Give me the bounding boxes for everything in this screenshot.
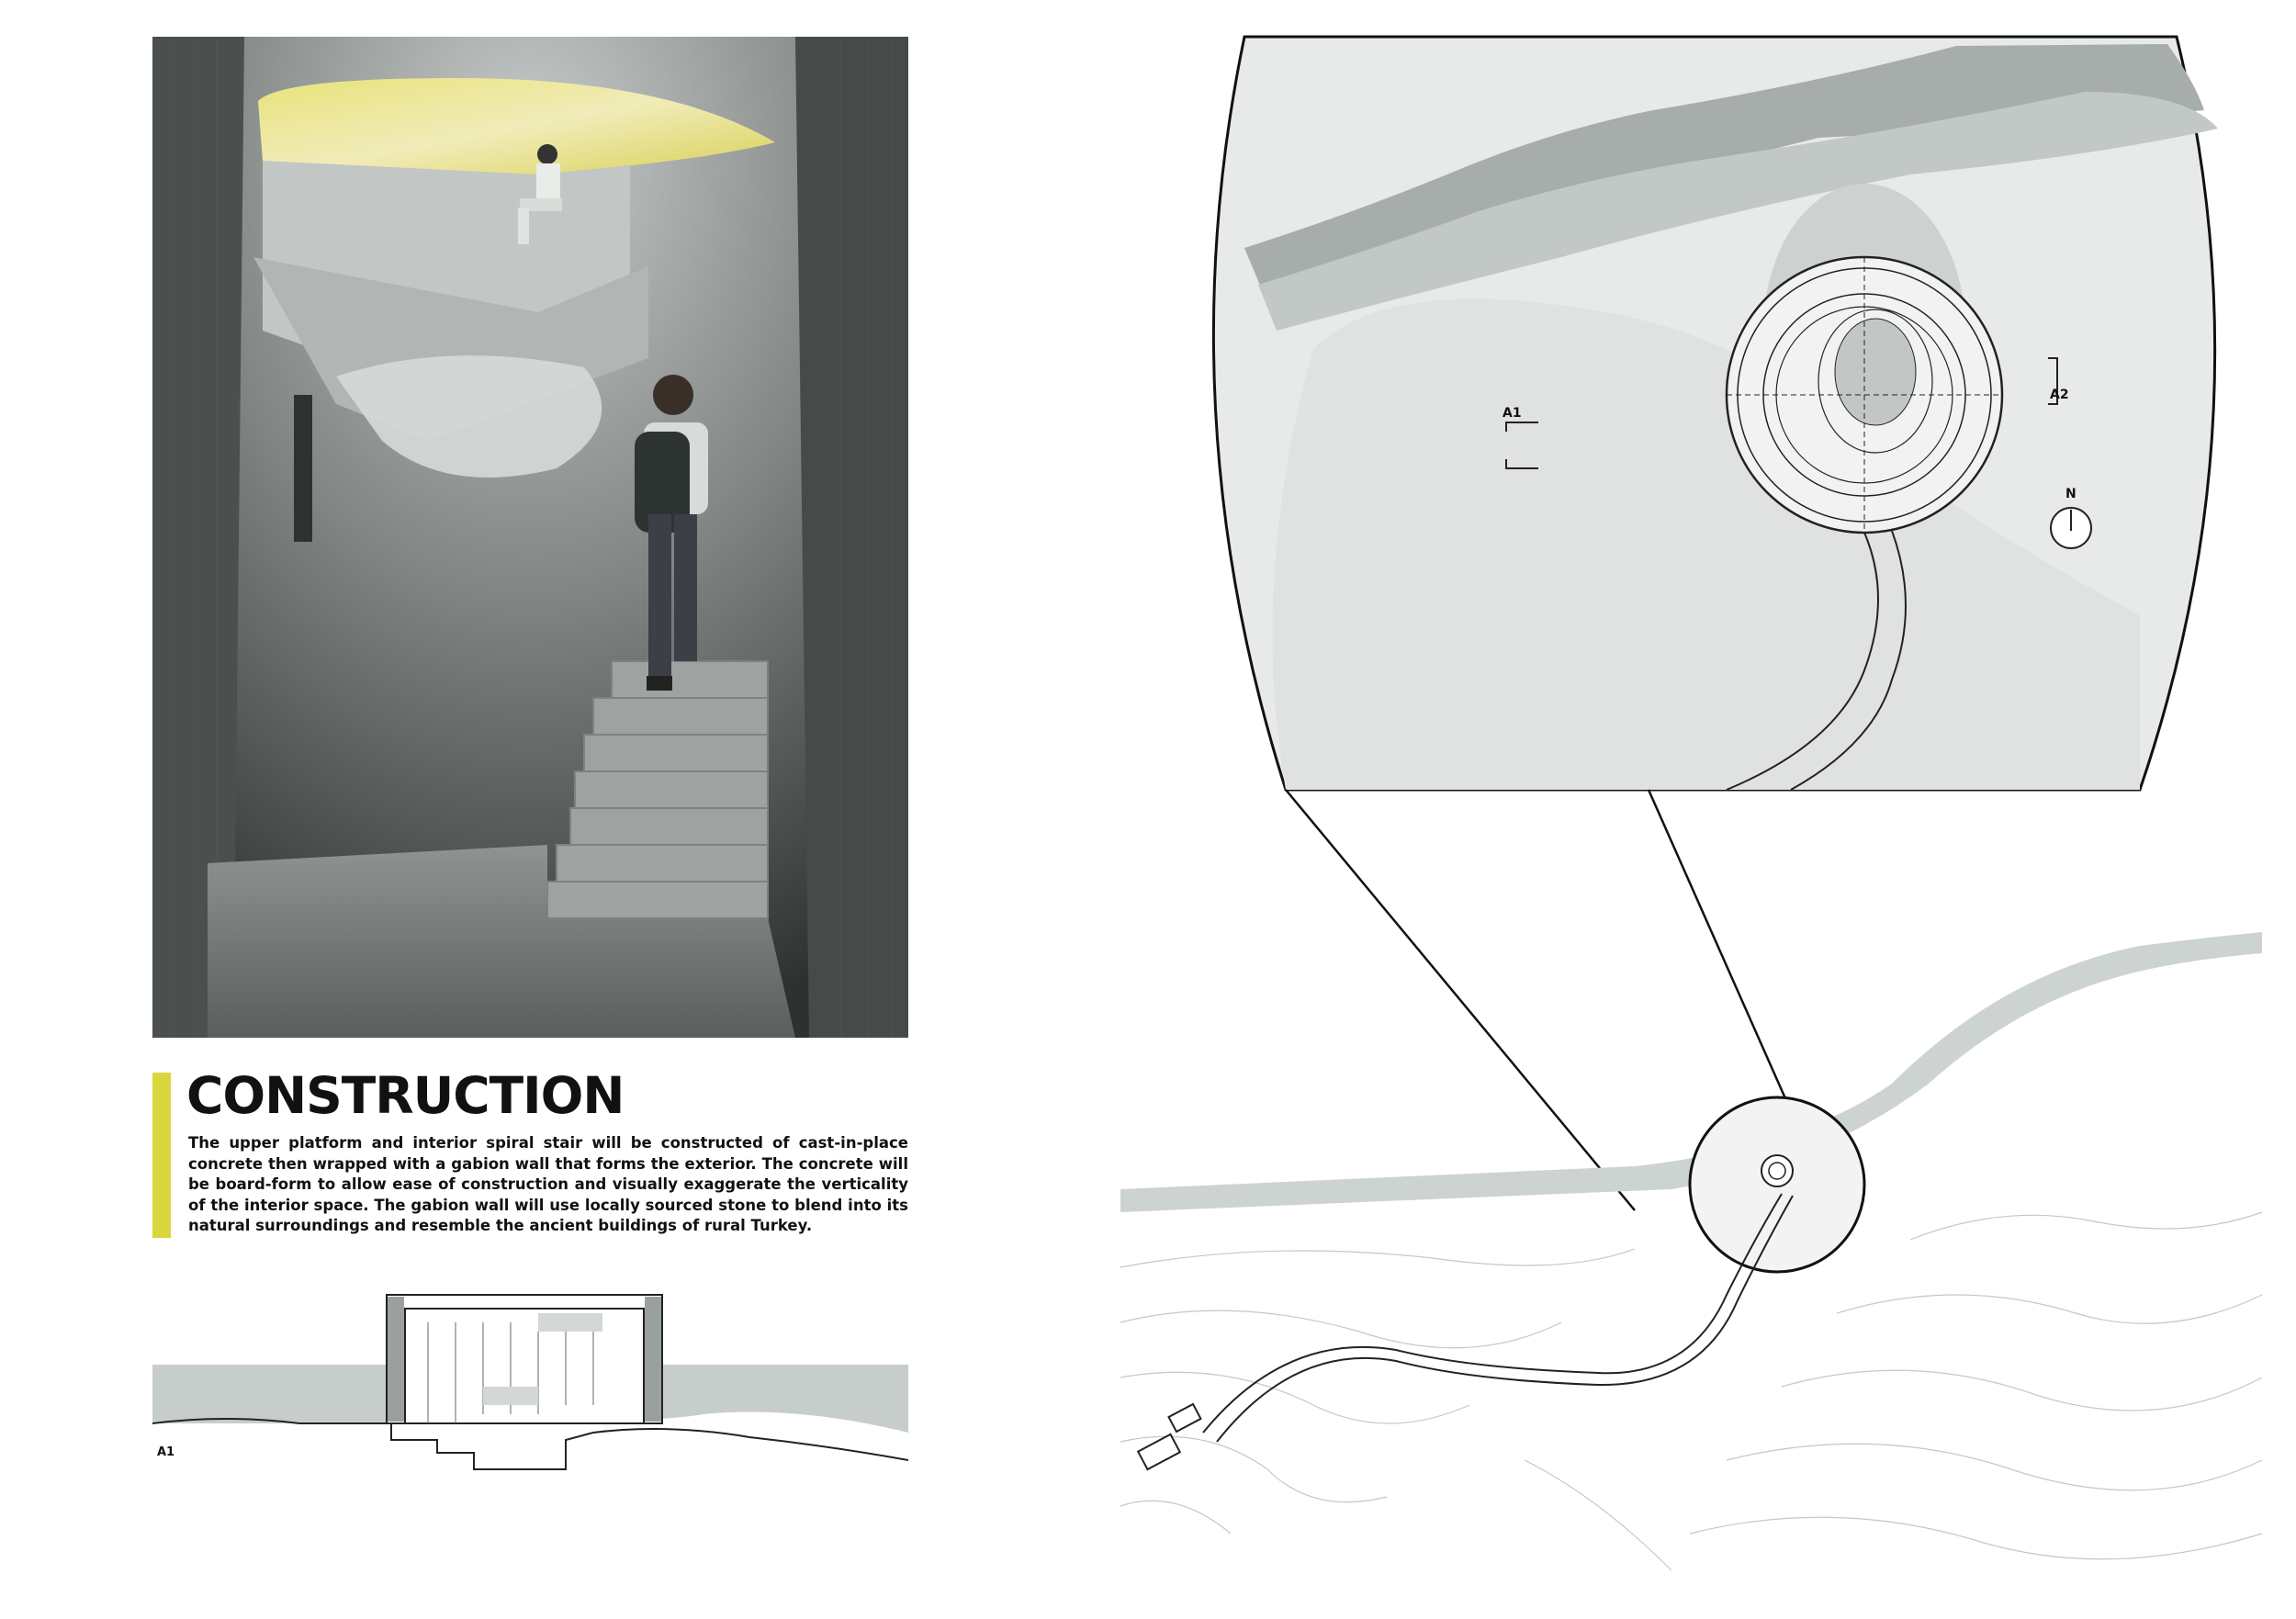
section-heading: CONSTRUCTION bbox=[186, 1066, 625, 1125]
interior-render bbox=[152, 37, 908, 1038]
accent-bar bbox=[152, 1073, 171, 1238]
site-plan-illustration bbox=[1084, 28, 2268, 1580]
construction-description: The upper platform and interior spiral stair will be constructed of cast-in-place concrete then wrapped with a gabion wall that forms the exterior. The concrete will be board-form to allow ease of construction and visually exaggerate the verticality of the interior space. The gabion wall will use locally sourced stone to blend into its natural surroundings and resemble the ancient buildings of rural Turkey. bbox=[188, 1134, 908, 1234]
site-plan bbox=[1084, 28, 2268, 1580]
section-label: A1 bbox=[157, 1445, 175, 1459]
section-marker-a1: A1 bbox=[1503, 406, 1522, 421]
north-label: N bbox=[2065, 487, 2077, 501]
section-marker-a2: A2 bbox=[2050, 388, 2069, 402]
section-illustration bbox=[152, 1276, 908, 1483]
section-drawing bbox=[152, 1276, 908, 1483]
render-illustration bbox=[152, 37, 908, 1038]
